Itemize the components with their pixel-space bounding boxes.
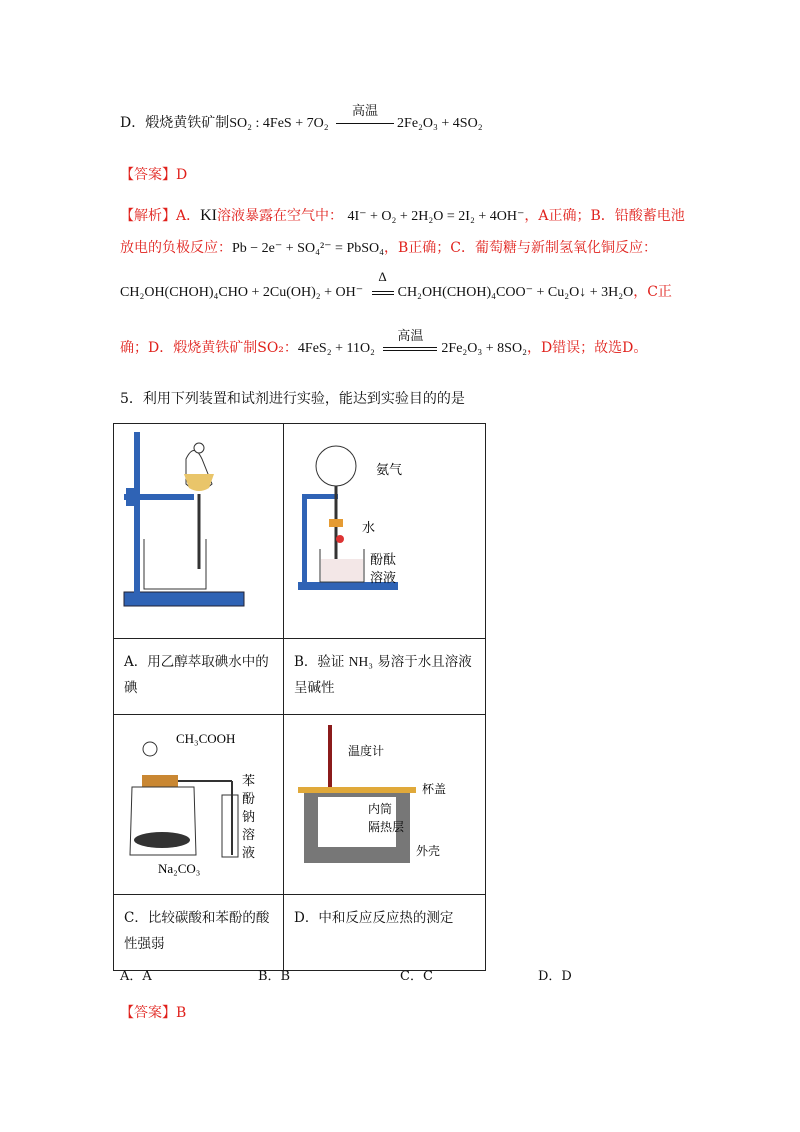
figure-a-cell [114,424,284,639]
acid-strength-figure [114,715,283,890]
equation-a: 4I⁻ + O₂ + 2H₂O = 2I₂ + 4OH⁻ [347,209,525,224]
separatory-funnel-figure [114,424,283,634]
svg-text:温度计: 温度计 [348,744,385,758]
answer-1 [120,164,187,184]
figure-c-cell [114,715,284,895]
question-5-stem: 5．利用下列装置和试剂进行实验，能达到实验目的的是 [120,391,465,407]
option-d-label: D．煅烧黄铁矿制 [120,115,230,131]
svg-text:酚酞: 酚酞 [370,553,397,568]
svg-text:溶: 溶 [242,828,256,843]
svg-text:苯: 苯 [242,774,256,789]
option-d-products: 2Fe₂O₃ + 4SO₂ [397,116,483,131]
figure-d-cell [284,715,486,895]
option-d-line [120,103,483,132]
svg-text:Na₂CO₃: Na₂CO₃ [158,861,201,876]
ki-formula: KI [200,207,218,224]
answer-value: D [176,167,188,183]
answer-2: 【答案】B [120,1005,187,1021]
svg-text:隔热层: 隔热层 [368,820,405,834]
choice-a[interactable]: A．A [120,969,152,984]
option-d-formula: SO₂ : 4FeS + 7O₂ [229,116,329,131]
svg-text:溶液: 溶液 [370,571,397,586]
svg-text:水: 水 [362,521,376,536]
svg-text:氨气: 氨气 [376,463,403,478]
figure-b-cell [284,424,486,639]
svg-text:杯盖: 杯盖 [422,782,447,796]
calorimeter-figure [284,715,485,890]
equation-c-left: CH₂OH(CHOH)₄CHO + 2Cu(OH)₂ + OH⁻ [120,285,364,300]
svg-text:外壳: 外壳 [416,844,441,858]
svg-text:酚: 酚 [242,792,256,807]
reaction-condition-arrow: 高温 [335,116,395,132]
analysis-line-3: CH₂OH(CHOH)₄CHO + 2Cu(OH)₂ + OH⁻ Δ CH₂OH(CHOH)₄COO⁻ + Cu₂O↓ + 3H₂O，C正 [120,269,672,300]
choice-d[interactable]: D．D [538,969,572,984]
analysis-line-1: 【解析】A．KI溶液暴露在空气中： 4I⁻ + O₂ + 2H₂O = 2I₂ + 4OH⁻，A正确；B．铅酸蓄电池 [120,207,685,224]
equation-d-left: 4FeS₂ + 11O₂ [297,341,375,356]
svg-text:内筒: 内筒 [368,802,393,816]
svg-text:钠: 钠 [242,810,256,825]
equation-b: Pb − 2e⁻ + SO₄²⁻ = PbSO₄ [232,241,385,256]
answer-tag: 【答案】 [120,167,176,183]
option-b-caption: B．验证 NH₃ 易溶于水且溶液呈碱性 [284,639,486,715]
analysis-tag: 【解析】 [120,208,176,224]
option-c-caption: C．比较碳酸和苯酚的酸性强弱 [114,895,284,971]
option-a-caption: A．用乙醇萃取碘水中的碘 [114,639,284,715]
fountain-experiment-figure [284,424,485,634]
choice-b[interactable]: B．B [258,969,291,984]
option-d-caption: D．中和反应反应热的测定 [284,895,486,971]
analysis-line-4: 确；D．煅烧黄铁矿制SO₂：4FeS₂ + 11O₂ 高温 2Fe₂O₃ + 8SO₂，D错误；故选D。 [120,328,648,356]
apparatus-table [113,423,486,971]
high-temp-condition: 高温 [381,341,439,357]
choice-c[interactable]: C．C [400,969,433,984]
svg-text:CH₃COOH: CH₃COOH [176,731,236,746]
equation-d-right: 2Fe₂O₃ + 8SO₂ [441,341,527,356]
heat-condition: Δ [370,285,396,301]
analysis-line-2: 放电的负极反应：Pb − 2e⁻ + SO₄²⁻ = PbSO₄，B正确；C．葡萄糖与新制氢氧化铜反应： [120,240,658,256]
svg-text:液: 液 [242,846,256,861]
equation-c-right: CH₂OH(CHOH)₄COO⁻ + Cu₂O↓ + 3H₂O [397,285,634,300]
